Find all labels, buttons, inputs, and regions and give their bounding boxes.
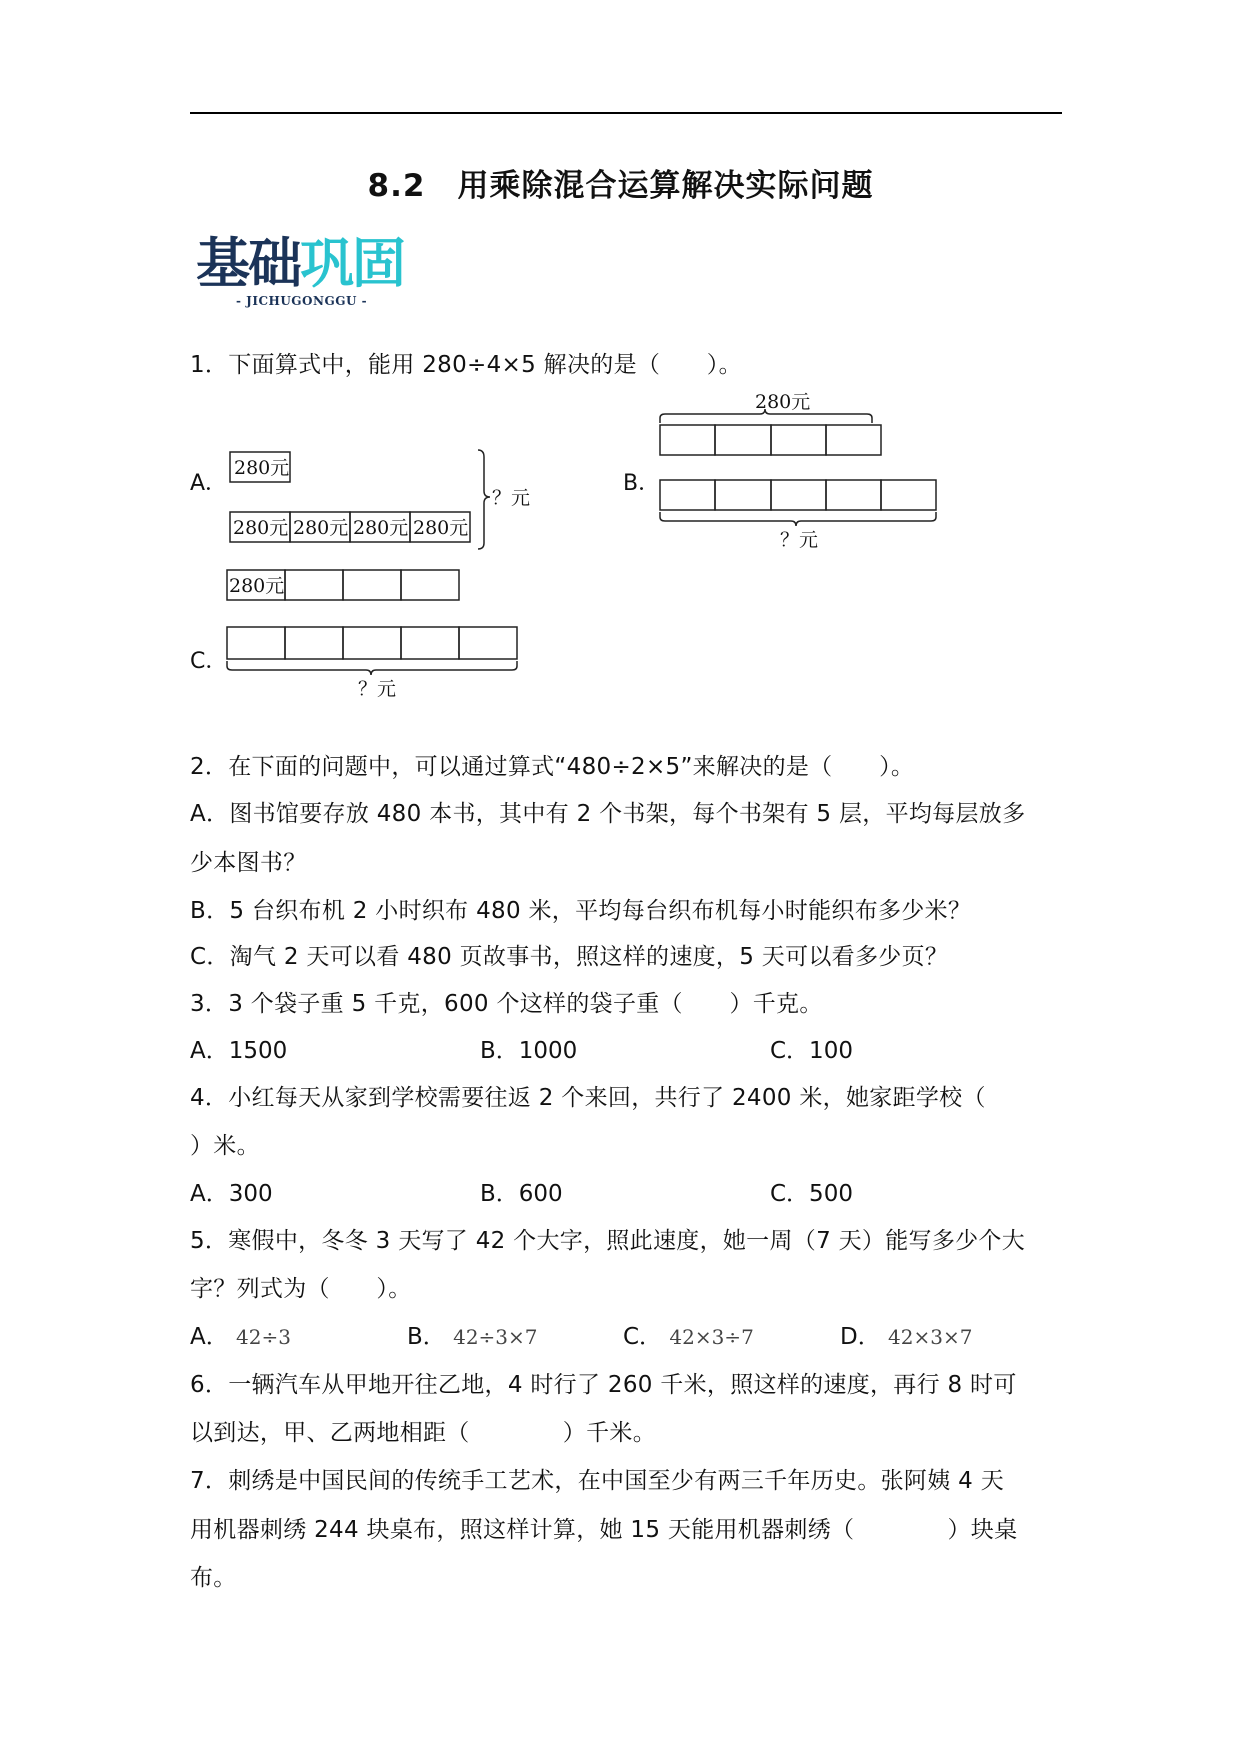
q6-line2: 以到达，甲、乙两地相距（ ）千米。 <box>190 1420 656 1446</box>
diagram-c-top-box <box>343 570 401 600</box>
q2-option-c: C．淘气 2 天可以看 480 页故事书，照这样的速度，5 天可以看多少页？ <box>190 944 949 970</box>
diagram-b-bottom-box <box>881 480 936 510</box>
diagram-b-bottom-box <box>715 480 771 510</box>
diagram-a-box-label: 280元 <box>413 517 469 539</box>
q7-line3: 布。 <box>190 1565 237 1591</box>
q1-label-c: C． <box>190 649 228 674</box>
diagram-c-bottom-box <box>285 627 343 659</box>
q2-option-a-line1: A．图书馆要存放 480 本书，其中有 2 个书架，每个书架有 5 层，平均每层放多 <box>190 801 1026 827</box>
q7-line2: 用机器刺绣 244 块桌布，照这样计算，她 15 天能用机器刺绣（ ）块桌 <box>190 1517 1018 1543</box>
badge-title <box>196 232 404 296</box>
header-rule <box>190 112 1062 114</box>
q5-option-b-expr: 42÷3×7 <box>453 1325 538 1349</box>
q5-option-c <box>623 1322 754 1352</box>
section-badge <box>196 232 416 312</box>
q2-stem: 2．在下面的问题中，可以通过算式“480÷2×5”来解决的是（ ）。 <box>190 754 915 780</box>
q3-option-a: A．1500 <box>190 1038 288 1064</box>
diagram-a-box-label: 280元 <box>293 517 349 539</box>
q4-option-a: A．300 <box>190 1181 273 1207</box>
q5-option-d <box>840 1322 972 1352</box>
diagram-a-brace-label: ？元 <box>492 487 531 509</box>
q4-option-b: B．600 <box>480 1181 563 1207</box>
q4-stem-line2: ）米。 <box>190 1133 260 1159</box>
diagram-a-box-label: 280元 <box>353 517 409 539</box>
q4-stem-line1: 4．小红每天从家到学校需要往返 2 个来回，共行了 2400 米，她家距学校（ <box>190 1085 986 1111</box>
diagram-c-bottom-box <box>401 627 459 659</box>
q5-option-a-expr: 42÷3 <box>236 1325 291 1349</box>
q5-stem-line2: 字？列式为（ ）。 <box>190 1276 412 1302</box>
diagram-c-first-box-label: 280元 <box>229 575 285 597</box>
q5-stem-line1: 5．寒假中，冬冬 3 天写了 42 个大字，照此速度，她一周（7 天）能写多少个大 <box>190 1228 1026 1254</box>
q1-diagram-c <box>220 565 540 705</box>
diagram-c-bottom-box <box>343 627 401 659</box>
q1-diagram-b <box>655 388 955 548</box>
q1-label-a: A． <box>190 471 228 496</box>
q7-line1: 7．刺绣是中国民间的传统手工艺术，在中国至少有两三千年历史。张阿姨 4 天 <box>190 1468 1004 1494</box>
badge-title-part1: 基础 <box>196 232 300 295</box>
q3-option-c: C．100 <box>770 1038 853 1064</box>
page-title: 8.2 用乘除混合运算解决实际问题 <box>367 168 874 204</box>
diagram-b-top-brace <box>660 409 872 423</box>
diagram-c-top-box <box>401 570 459 600</box>
q1-stem: 1．下面算式中，能用 280÷4×5 解决的是（ ）。 <box>190 352 742 378</box>
q2-option-a-line2: 少本图书？ <box>190 850 307 876</box>
q5-option-d-expr: 42×3×7 <box>888 1325 973 1349</box>
q5-option-c-expr: 42×3÷7 <box>669 1325 754 1349</box>
q5-option-c-label: C． <box>623 1324 663 1350</box>
diagram-c-bottom-box <box>227 627 285 659</box>
diagram-b-bottom-box <box>771 480 826 510</box>
q2-option-b: B．5 台织布机 2 小时织布 480 米，平均每台织布机每小时能织布多少米？ <box>190 898 972 924</box>
diagram-b-bottom-box <box>826 480 881 510</box>
diagram-a-top-box-label: 280元 <box>234 457 290 479</box>
diagram-b-top-box <box>715 425 771 455</box>
diagram-c-bottom-label: ？元 <box>358 678 397 700</box>
diagram-a-box-label: 280元 <box>233 517 289 539</box>
diagram-c-top-box <box>285 570 343 600</box>
q5-option-d-label: D． <box>840 1324 881 1350</box>
diagram-c-brace <box>227 661 517 675</box>
q5-option-b <box>407 1322 538 1352</box>
diagram-c-bottom-box <box>459 627 517 659</box>
q4-option-c: C．500 <box>770 1181 853 1207</box>
diagram-b-top-box <box>826 425 881 455</box>
badge-title-part2: 巩固 <box>300 232 404 295</box>
diagram-b-top-box <box>771 425 826 455</box>
diagram-b-bottom-brace <box>660 512 936 526</box>
q1-label-b: B． <box>623 471 661 496</box>
badge-subtitle: - JICHUGONGGU - <box>236 294 368 308</box>
q5-option-a-label: A． <box>190 1324 229 1350</box>
q5-option-a <box>190 1322 291 1352</box>
q6-line1: 6．一辆汽车从甲地开往乙地，4 时行了 260 千米，照这样的速度，再行 8 时可 <box>190 1372 1017 1398</box>
diagram-b-bottom-box <box>660 480 715 510</box>
diagram-b-top-box <box>660 425 715 455</box>
diagram-a-brace <box>478 450 490 549</box>
q3-option-b: B．1000 <box>480 1038 578 1064</box>
diagram-b-top-label: 280元 <box>755 391 811 413</box>
q1-diagram-a <box>220 445 540 555</box>
q5-option-b-label: B． <box>407 1324 446 1350</box>
diagram-b-bottom-label: ？元 <box>780 529 819 548</box>
q3-stem: 3．3 个袋子重 5 千克，600 个这样的袋子重（ ）千克。 <box>190 991 823 1017</box>
